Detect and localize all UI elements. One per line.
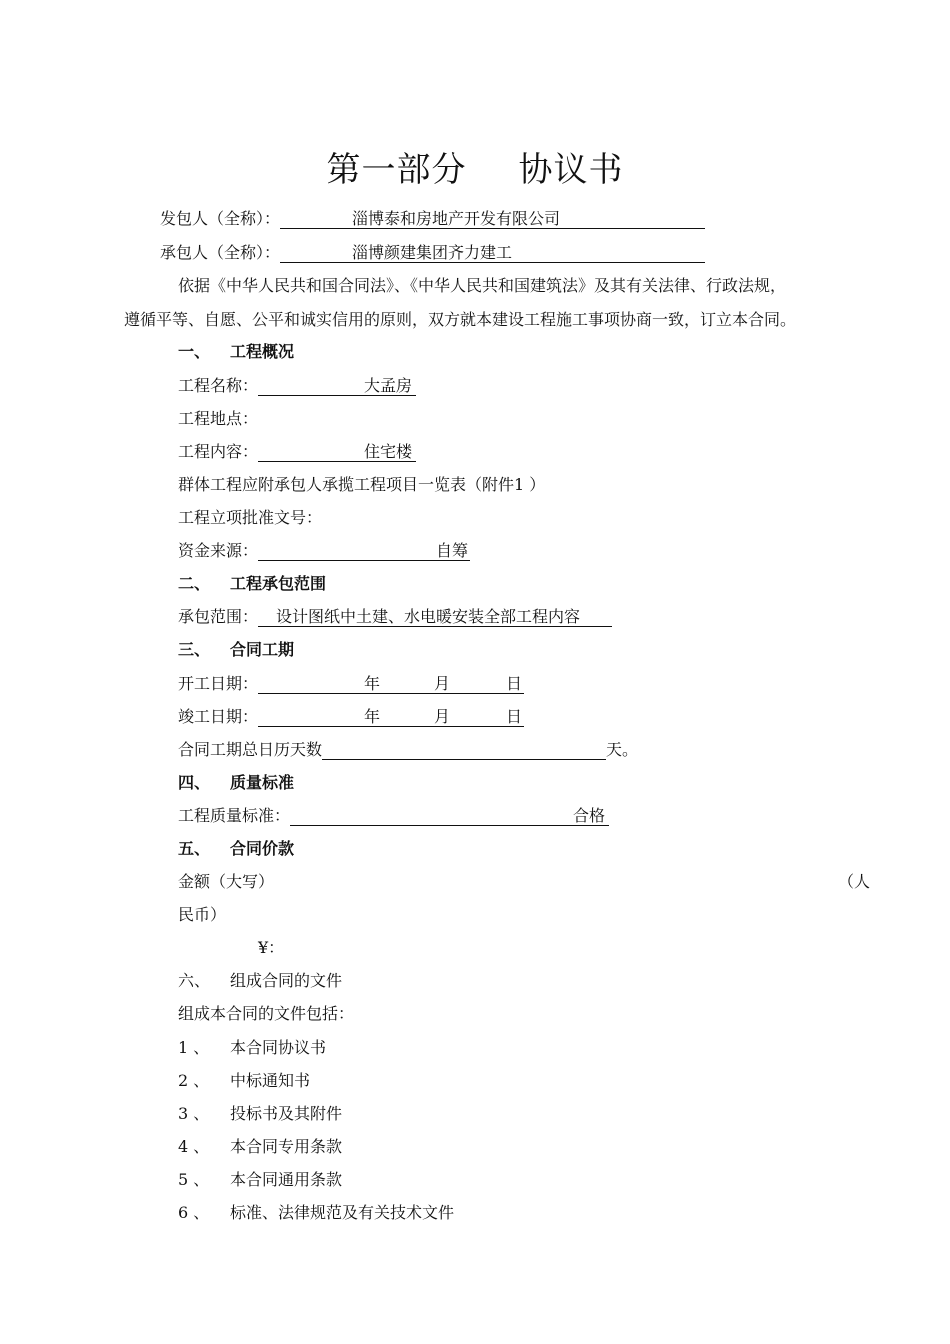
- quality-label: 工程质量标准：: [178, 806, 291, 825]
- section-3-number: 三、: [178, 640, 211, 659]
- scope-label: 承包范围：: [178, 607, 259, 626]
- preamble-line-1: 依据《中华人民共和国合同法》、《中华人民共和国建筑法》及其有关法律、行政法规，: [178, 276, 787, 295]
- section-5-number: 五、: [178, 839, 211, 858]
- scope-value: 设计图纸中土建、水电暖安装全部工程内容: [276, 607, 581, 626]
- quality-value: 合格: [573, 806, 606, 825]
- employer-label: 发包人（全称）：: [160, 209, 281, 228]
- total-days-label: 合同工期总日历天数: [178, 740, 323, 759]
- project-content-row: [178, 441, 416, 463]
- section-1-number: 一、: [178, 342, 211, 361]
- amount-currency-start: （人: [838, 872, 871, 891]
- contractor-value: 淄博颜建集团齐力建工: [352, 243, 513, 262]
- approval-number-label: 工程立项批准文号：: [178, 508, 323, 527]
- contractor-label: 承包人（全称）：: [160, 243, 281, 262]
- section-1-title: 工程概况: [230, 342, 295, 361]
- employer-row: [160, 208, 705, 230]
- list-item-number: 6 、: [178, 1203, 210, 1222]
- title-name: 协议书: [518, 150, 624, 190]
- quality-field: [290, 805, 609, 826]
- project-name-label: 工程名称：: [178, 376, 259, 395]
- start-date-month: 月: [434, 674, 451, 693]
- employer-value: 淄博泰和房地产开发有限公司: [352, 209, 561, 228]
- amount-yen-label: ¥：: [258, 938, 285, 957]
- finish-date-day: 日: [506, 707, 523, 726]
- start-date-row: [178, 673, 524, 695]
- list-item-number: 4 、: [178, 1137, 210, 1156]
- list-item-text: 本合同协议书: [230, 1038, 327, 1057]
- funding-value: 自筹: [436, 541, 469, 560]
- list-item-text: 投标书及其附件: [230, 1104, 343, 1123]
- finish-date-month: 月: [434, 707, 451, 726]
- start-date-day: 日: [506, 674, 523, 693]
- total-days-row: [178, 739, 638, 761]
- section-1-heading: [178, 341, 294, 363]
- total-days-unit: 天。: [606, 740, 639, 759]
- group-project-note: 群体工程应附承包人承揽工程项目一览表（附件1 ）: [178, 475, 546, 494]
- section-2-number: 二、: [178, 574, 211, 593]
- amount-currency-end: 民币）: [178, 905, 227, 924]
- list-item-number: 3 、: [178, 1104, 210, 1123]
- employer-field: [280, 208, 705, 229]
- contractor-row: [160, 242, 705, 264]
- project-name-row: [178, 375, 416, 397]
- funding-row: [178, 540, 470, 562]
- finish-date-year: 年: [364, 707, 381, 726]
- project-location-label: 工程地点：: [178, 409, 259, 428]
- section-5-title: 合同价款: [230, 839, 295, 858]
- section-4-number: 四、: [178, 773, 211, 792]
- section-5-heading: [178, 838, 294, 860]
- preamble-line-2: 遵循平等、自愿、公平和诚实信用的原则，双方就本建设工程施工事项协商一致，订立本合同。: [124, 310, 797, 329]
- funding-field: [258, 540, 470, 561]
- section-4-heading: [178, 772, 294, 794]
- page-title: [0, 146, 950, 194]
- list-item-text: 中标通知书: [230, 1071, 311, 1090]
- project-name-value: 大孟房: [364, 376, 413, 395]
- title-part: 第一部分: [326, 150, 467, 190]
- scope-field: [258, 606, 612, 627]
- project-content-field: [258, 441, 416, 462]
- start-date-label: 开工日期：: [178, 674, 259, 693]
- total-days-field: [322, 739, 606, 760]
- list-item-number: 5 、: [178, 1170, 210, 1189]
- list-item: [178, 1103, 342, 1125]
- project-name-field: [258, 375, 416, 396]
- list-item-number: 1 、: [178, 1038, 210, 1057]
- finish-date-label: 竣工日期：: [178, 707, 259, 726]
- project-content-value: 住宅楼: [364, 442, 413, 461]
- section-3-heading: [178, 639, 294, 661]
- finish-date-row: [178, 706, 524, 728]
- list-item: [178, 1169, 342, 1191]
- section-2-title: 工程承包范围: [230, 574, 327, 593]
- quality-row: [178, 805, 609, 827]
- list-item: [178, 1136, 342, 1158]
- list-item: [178, 1070, 310, 1092]
- documents-intro: 组成本合同的文件包括：: [178, 1004, 355, 1023]
- start-date-year: 年: [364, 674, 381, 693]
- list-item: [178, 1202, 454, 1224]
- list-item-text: 标准、法律规范及有关技术文件: [230, 1203, 455, 1222]
- contractor-field: [280, 242, 705, 263]
- list-item-text: 本合同专用条款: [230, 1137, 343, 1156]
- section-4-title: 质量标准: [230, 773, 295, 792]
- finish-date-field: [258, 706, 524, 727]
- list-item-text: 本合同通用条款: [230, 1170, 343, 1189]
- section-6-number: 六、: [178, 971, 211, 990]
- section-3-title: 合同工期: [230, 640, 295, 659]
- section-2-heading: [178, 573, 326, 595]
- project-content-label: 工程内容：: [178, 442, 259, 461]
- start-date-field: [258, 673, 524, 694]
- scope-row: [178, 606, 612, 628]
- list-item: [178, 1037, 326, 1059]
- amount-label: 金额（大写）: [178, 872, 275, 891]
- funding-label: 资金来源：: [178, 541, 259, 560]
- section-6-title: 组成合同的文件: [230, 971, 343, 990]
- section-6-heading: [178, 970, 342, 992]
- list-item-number: 2 、: [178, 1071, 210, 1090]
